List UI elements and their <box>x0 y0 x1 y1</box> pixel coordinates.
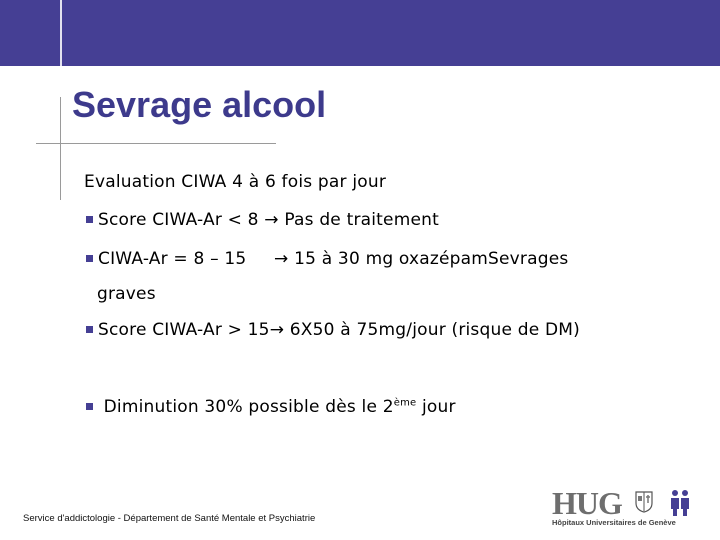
bullet-2-left: CIWA-Ar = 8 – 15 <box>98 249 253 269</box>
logo-brand: HUG <box>552 485 622 521</box>
bullet-2-continuation: graves <box>97 284 156 304</box>
arrow-icon: → <box>269 320 285 340</box>
bullet-3-left: Score CIWA-Ar > 15 <box>98 320 270 340</box>
geneva-seal-icon <box>635 491 653 513</box>
bullet-3 <box>86 320 580 340</box>
hug-logo <box>552 487 692 531</box>
arrow-icon: → <box>264 210 279 230</box>
bullet-marker <box>86 326 93 333</box>
bullet-marker <box>86 216 93 223</box>
footer-text: Service d'addictologie - Département de Santé Mentale et Psychiatrie <box>23 513 316 524</box>
intro-text: Evaluation CIWA 4 à 6 fois par jour <box>84 172 387 192</box>
title-vertical-rule <box>60 97 61 200</box>
bullet-marker <box>86 255 93 262</box>
bullet-4 <box>86 397 456 417</box>
bullet-1-right: Pas de traitement <box>278 210 439 230</box>
bullet-4-tail: jour <box>416 397 456 417</box>
logo-subtitle: Hôpitaux Universitaires de Genève <box>552 518 676 527</box>
people-icon <box>669 489 691 517</box>
bullet-4-text: Diminution 30% possible dès le 2 <box>98 397 394 417</box>
bullet-3-right: 6X50 à 75mg/jour (risque de DM) <box>284 320 580 340</box>
slide-title: Sevrage alcool <box>72 84 327 125</box>
header-divider <box>60 0 62 66</box>
arrow-icon: → <box>274 249 289 269</box>
bullet-4-sup: ème <box>393 397 417 409</box>
bullet-2 <box>86 249 568 269</box>
title-horizontal-rule <box>36 143 276 144</box>
bullet-2-right: 15 à 30 mg oxazépamSevrages <box>288 249 569 269</box>
bullet-1-left: Score CIWA-Ar < 8 <box>98 210 265 230</box>
bullet-1 <box>86 210 439 230</box>
header-bar <box>0 0 720 66</box>
bullet-marker <box>86 403 93 410</box>
